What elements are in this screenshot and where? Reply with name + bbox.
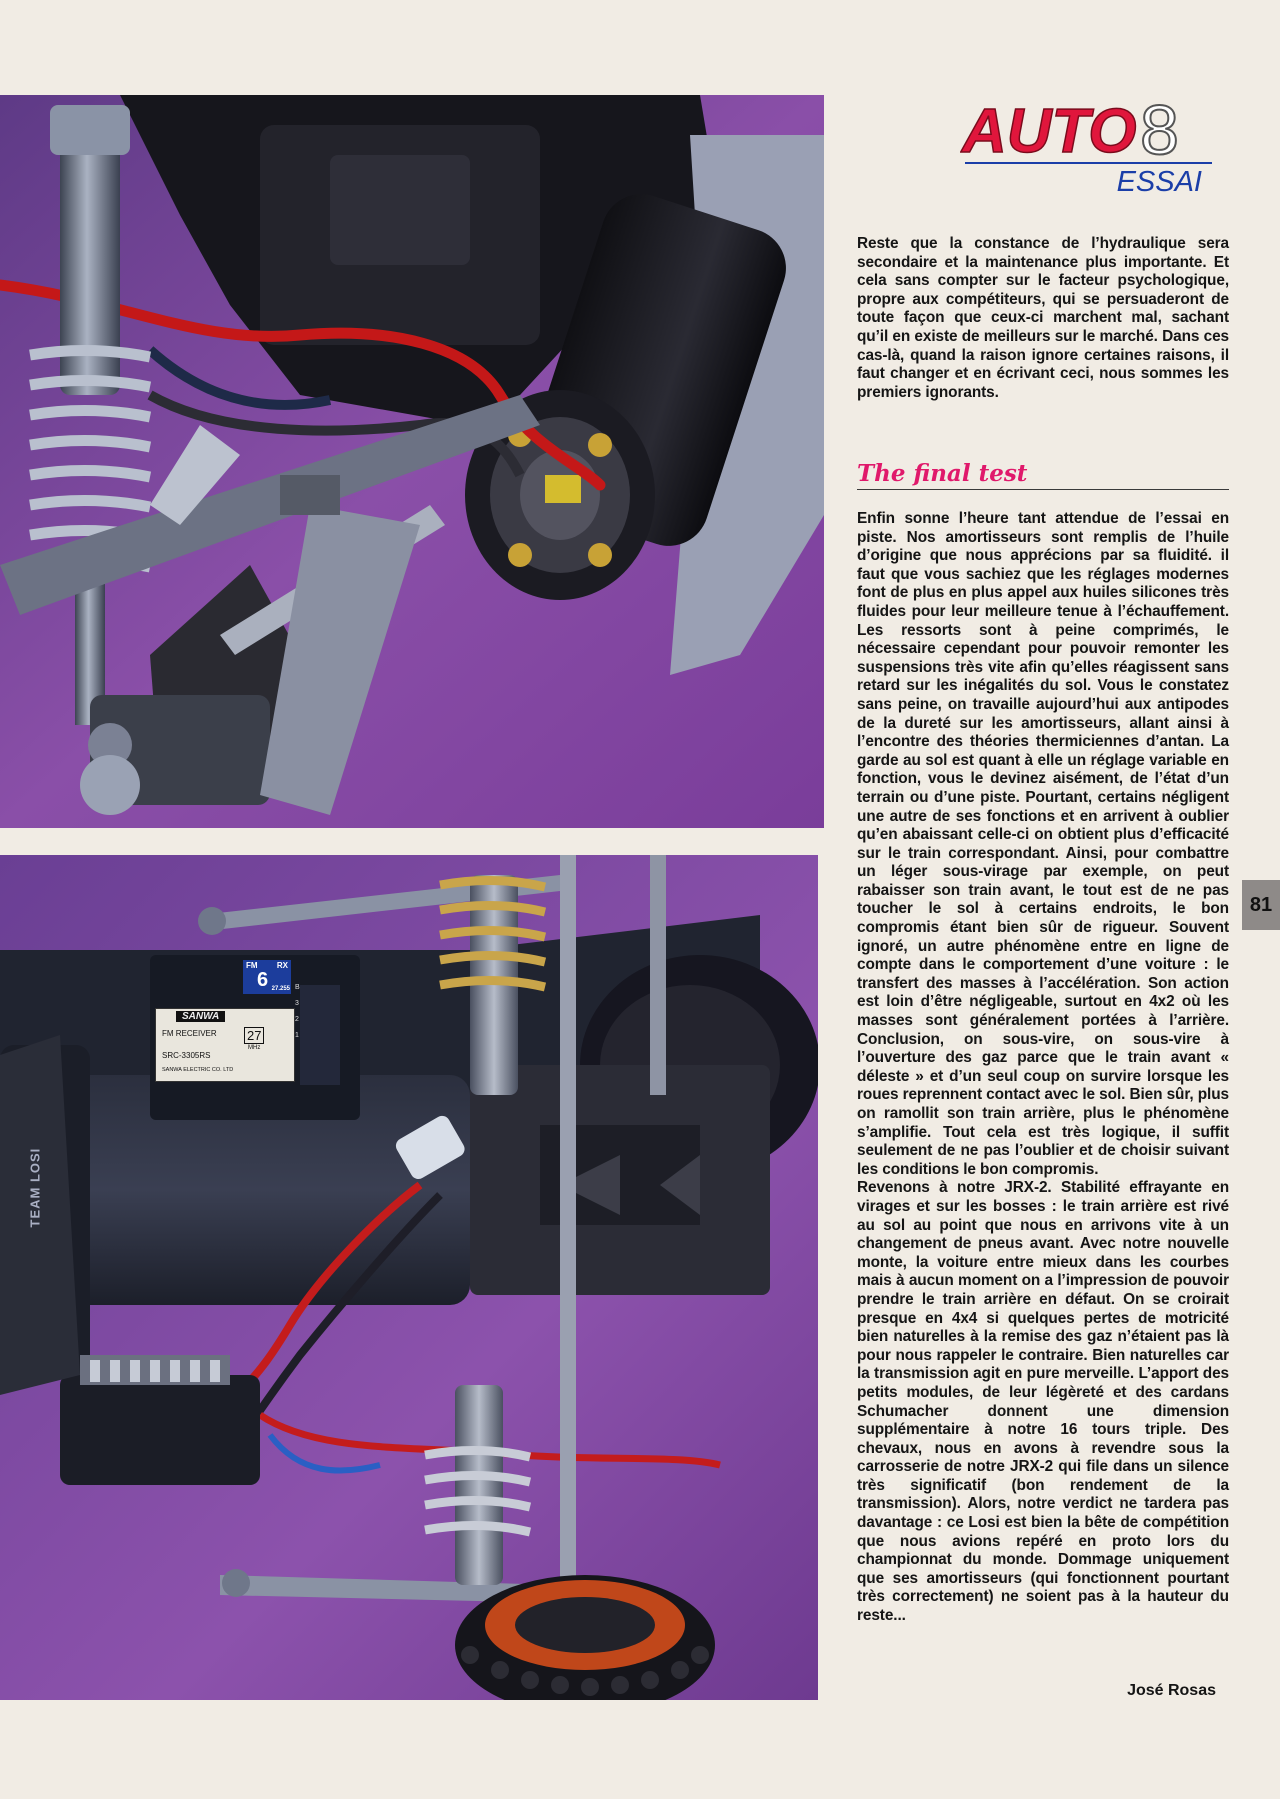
- photo-chassis-receiver: [0, 855, 818, 1700]
- svg-text:8: 8: [1140, 91, 1179, 169]
- essai-label: ESSAI: [1116, 166, 1202, 198]
- page-number: 81: [1242, 880, 1280, 930]
- section-heading: The final test: [857, 460, 1229, 490]
- body-paragraph: Revenons à notre JRX-2. Stabilité effrayante en virages et sur les bosses : le train arrière est rivé au sol au point que nous en arrivons vite à un changement de pneus avant. Avec notre nouvelle monte, la voiture entre mieux dans les courbes mais à aucun moment on a l’impression de pouvoir prendre le train arrière en défaut. On se croirait presque en 4x4 si quelques pertes de motricité bien naturelles à la remise des gaz n’étaient pas là pour nous rappeler le contraire. Bien naturelles car la transmission agit en pure merveille. L’apport des petits modules, de leur légèreté et des cardans Schumacher donnent une dimension supplémentaire à notre 16 tours triple. Des chevaux, nous en avons à revendre sous la carrosserie de notre JRX-2 qui file dans un silence très significatif (bon rendement de la transmission). Alors, notre verdict ne tardera pas davantage : ce Losi est bien la bête de compétition que nous avions repéré en proto lors du championnat du monde. Dommage uniquement que ses amortisseurs (qui fonctionnent pourtant très correctement) ne soient pas à la hauteur du reste...: [857, 1179, 1229, 1625]
- battery-label: TEAM LOSI: [27, 1147, 43, 1228]
- photo-rear-suspension-motor: [0, 95, 824, 828]
- auto8-wordmark: [960, 91, 1179, 169]
- body-paragraph: Enfin sonne l’heure tant attendue de l’essai en piste. Nos amortisseurs sont remplis de l’huile d’origine que nous apprécions par sa fluidité. il faut que vous sachiez que les réglages modernes font de plus en plus appel aux huiles silicones très fluides pour leur meilleure tenue à l’échauffement. Les ressorts sont à peine comprimés, le nécessaire cependant pour pouvoir remonter les suspensions très vite afin qu’elles réagissent sans retard sur les inégalités du sol. Vous le constatez sans peine, on travaille aujourd’hui aux antipodes de la dureté sur les amortisseurs, allant ainsi à l’encontre des théories thermiciennes d’antan. La garde au sol est quant à elle un réglage variable en fonction, vous le devinez aisément, de l’état d’un terrain ou d’une piste. Pourtant, certains négligent une autre de ses fonctions et en arrivent à oublier qu’en abaissant celle-ci on obtient plus d’efficacité sur le train correspondant. Ainsi, pour combattre un léger sous-virage par exemple, on peut rabaisser son train avant, le tout est de ne pas toucher le sol à certains endroits, le bon compromis étant bien sûr de rigueur. Souvent ignoré, un autre phénomène entre en ligne de compte dans le comportement d’une voiture : le transfert des masses à l’accélération. Son action est loin d’être négligeable, surtout en 4x2 où les masses sont généralement portées à l’arrière. Conclusion, on sous-vire, on sous-vire à l’ouverture des gaz parce que le train avant « déleste » et d’un seul coup on survire lorsque les roues reprennent contact avec le sol. Bien sûr, plus on ramollit son train arrière, plus le phénomène s’amplifie. Tout cela est très logique, il suffit seulement de ne pas l’oublier et de choisir suivant les conditions le bon compromis.: [857, 510, 1229, 1178]
- article-body: [857, 510, 1229, 1626]
- svg-text:AUTO: AUTO: [962, 97, 1137, 166]
- receiver-sticker: SANWA FM RECEIVER SRC-3305RS 27 MHz SANWA ELECTRIC CO. LTD: [155, 1008, 295, 1082]
- auto8-essai-logo: [960, 90, 1220, 205]
- author-byline: José Rosas: [1127, 1682, 1216, 1699]
- receiver-label: [155, 960, 305, 1115]
- receiver-band-badge: FM RX 6 27.255: [243, 960, 291, 994]
- receiver-port-labels: B 3 2 1: [295, 984, 300, 1039]
- sanwa-logo: SANWA: [176, 1011, 225, 1022]
- intro-paragraph: Reste que la constance de l’hydraulique sera secondaire et la maintenance plus importante. Et cela sans compter sur le facteur psychologique, propre aux compétiteurs, qui se persuaderont de toute façon que ceux-ci marchent mal, sachant qu’il en existe de meilleurs sur le marché. Dans ces cas-là, quand la raison ignore certaines raisons, il faut changer et en écrivant ceci, nous sommes les premiers ignorants.: [857, 235, 1229, 401]
